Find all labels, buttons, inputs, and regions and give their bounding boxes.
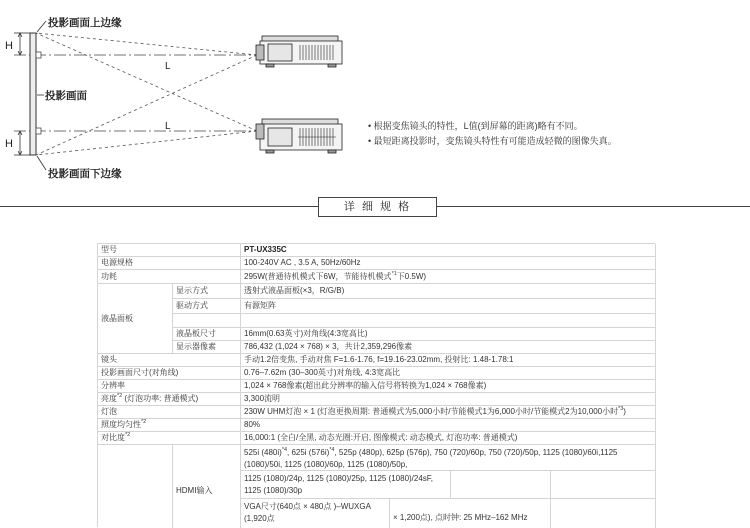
lamp-value-a: 230W UHM灯泡 × 1 (灯泡更换周期: 普通模式为5,000小时/节能模式1为6,000小时/节能模式2为10,000小时 xyxy=(244,407,619,416)
footnote-marker: *2 xyxy=(125,432,131,438)
ray-bottom-projector-to-screen-top xyxy=(36,33,257,131)
note-shortest-distance-distortion: • 最短距离投影时，变焦镜头特性有可能造成轻微的图像失真。 xyxy=(368,136,617,146)
hdmi-line1-text xyxy=(244,447,652,470)
l-label-top: L xyxy=(165,61,171,72)
spec-label-lamp: 灯泡 xyxy=(98,406,241,419)
spec-label-power-consumption: 功耗 xyxy=(98,270,241,284)
spec-blank-cell xyxy=(241,314,656,328)
spec-value-model: PT-UX335C xyxy=(241,244,656,257)
spec-blank-cell xyxy=(551,499,656,528)
power-consumption-value-b: 下0.5W) xyxy=(396,271,427,281)
spec-label-panel-size: 液晶板尺寸 xyxy=(173,328,241,341)
contrast-label-text xyxy=(101,432,130,444)
brightness-label-b: (灯泡功率: 普通模式) xyxy=(122,394,199,403)
lamp-text xyxy=(244,406,626,418)
section-title: 详 细 规 格 xyxy=(318,197,437,217)
hdmi-signal-text: , 625i (576i) xyxy=(287,448,330,457)
spec-value-uniformity: 80% xyxy=(241,419,656,432)
h-dimension-top xyxy=(14,33,30,55)
spec-value-drive-method: 有源矩阵 xyxy=(241,299,656,314)
spec-label-contrast xyxy=(98,432,241,445)
spec-value-hdmi-line1 xyxy=(241,445,656,471)
spec-blank-cell xyxy=(551,471,656,499)
h-label-bottom: H xyxy=(5,138,13,150)
brightness-label-a: 亮度 xyxy=(101,394,117,403)
projection-screen xyxy=(30,33,36,155)
spec-value-power-supply: 100-240V AC , 3.5 A, 50Hz/60Hz xyxy=(241,257,656,270)
footnote-marker: *4 xyxy=(329,447,335,453)
spec-label-hdmi: HDMI输入 xyxy=(173,445,241,528)
spec-blank-cell xyxy=(173,314,241,328)
uniformity-label: 照度均匀性 xyxy=(101,420,141,429)
spec-value-vga-a: VGA尺寸(640点 × 480点 )–WUXGA (1,920点 xyxy=(241,499,390,528)
spec-label-brightness xyxy=(98,393,241,406)
spec-value-display-method: 透射式液晶面板(×3，R/G/B) xyxy=(241,284,656,299)
spec-value-resolution: 1,024 × 768像素(超出此分辨率的输入信号将转换为1,024 × 768像素) xyxy=(241,380,656,393)
spec-value-brightness: 3,300流明 xyxy=(241,393,656,406)
spec-blank-cell xyxy=(98,445,173,528)
spec-label-screen-size: 投影画面尺寸(对角线) xyxy=(98,367,241,380)
footnote-marker: *3 xyxy=(618,406,624,412)
spec-label-display-method: 显示方式 xyxy=(173,284,241,299)
ray-top-projector-to-screen-bottom xyxy=(36,55,257,155)
projection-diagram xyxy=(0,0,750,195)
spec-value-panel-size: 16mm(0.63英寸)对角线(4:3宽高比) xyxy=(241,328,656,341)
screen-label: 投影画面 xyxy=(45,90,87,102)
spec-label-resolution: 分辨率 xyxy=(98,380,241,393)
footnote-marker: *2 xyxy=(117,393,123,399)
footnote-marker: *1 xyxy=(391,270,397,277)
spec-label-uniformity xyxy=(98,419,241,432)
h-label-top: H xyxy=(5,40,13,52)
contrast-label: 对比度 xyxy=(101,433,125,442)
spec-label-lcd-panel: 液晶面板 xyxy=(98,284,173,354)
spec-label-lens: 镜头 xyxy=(98,354,241,367)
lamp-value-b: ) xyxy=(623,407,626,416)
spec-label-model: 型号 xyxy=(98,244,241,257)
spec-value-screen-size: 0.76–7.62m (30–300英寸)对角线, 4:3宽高比 xyxy=(241,367,656,380)
spec-value-contrast: 16,000:1 (全白/全黑, 动态光圈:开启, 图像模式: 动态模式, 灯泡功率: 普通模式) xyxy=(241,432,656,445)
l-label-bottom: L xyxy=(165,121,171,132)
pointer-screen-top xyxy=(37,21,46,32)
screen-bottom-edge-label: 投影画面下边缘 xyxy=(48,168,122,180)
power-consumption-text xyxy=(244,271,426,283)
spec-blank-cell xyxy=(451,471,551,499)
spec-label-pixels: 显示器像素 xyxy=(173,341,241,354)
projector-bottom-icon xyxy=(256,119,342,153)
projector-top-icon xyxy=(256,36,342,67)
spec-value-power-consumption xyxy=(241,270,656,284)
screen-center-mark-bottom xyxy=(36,128,41,134)
spec-label-drive-method: 驱动方式 xyxy=(173,299,241,314)
spec-label-power-supply: 电源规格 xyxy=(98,257,241,270)
screen-top-edge-label: 投影画面上边缘 xyxy=(48,17,122,29)
ray-bottom-projector-to-screen-bottom xyxy=(36,131,257,155)
hdmi-signal-text: 525i (480i) xyxy=(244,448,282,457)
brightness-label-text xyxy=(101,393,198,405)
pointer-screen-bottom xyxy=(37,156,46,170)
spec-value-hdmi-line2: 1125 (1080)/24p, 1125 (1080)/25p, 1125 (1080)/24sF, 1125 (1080)/30p xyxy=(241,471,451,499)
spec-value-lens: 手动1.2倍变焦, 手动对焦 F=1.6-1.76, f=19.16-23.02mm, 投射比: 1.48-1.78:1 xyxy=(241,354,656,367)
footnote-marker: *4 xyxy=(281,447,288,453)
screen-center-mark-top xyxy=(36,52,41,58)
note-zoom-lens-distance: • 根据变焦镜头的特性，L值(到屏幕的距离)略有不同。 xyxy=(368,121,583,131)
spec-value-pixels: 786,432 (1,024 × 768) × 3，共计2,359,296像素 xyxy=(241,341,656,354)
h-dimension-bottom xyxy=(14,131,30,155)
spec-value-vga-b: × 1,200点), 点时钟: 25 MHz–162 MHz xyxy=(390,499,551,528)
hdmi-signal-text: , 525p (480p), 625p (576p), 750 (720)/60p, 750 (720)/50p, 1125 (1080)/60i,1125 (1080)/50i, 1125 (1080)/60p, 1125 (1080)/50p, xyxy=(244,448,618,469)
spec-value-lamp xyxy=(241,406,656,419)
power-consumption-value-a: 295W(普通待机模式下6W，节能待机模式 xyxy=(244,271,392,281)
footnote-marker: *2 xyxy=(141,419,147,425)
uniformity-label-text xyxy=(101,419,146,431)
spec-table xyxy=(97,243,655,527)
ray-top-projector-to-screen-top xyxy=(36,33,257,55)
